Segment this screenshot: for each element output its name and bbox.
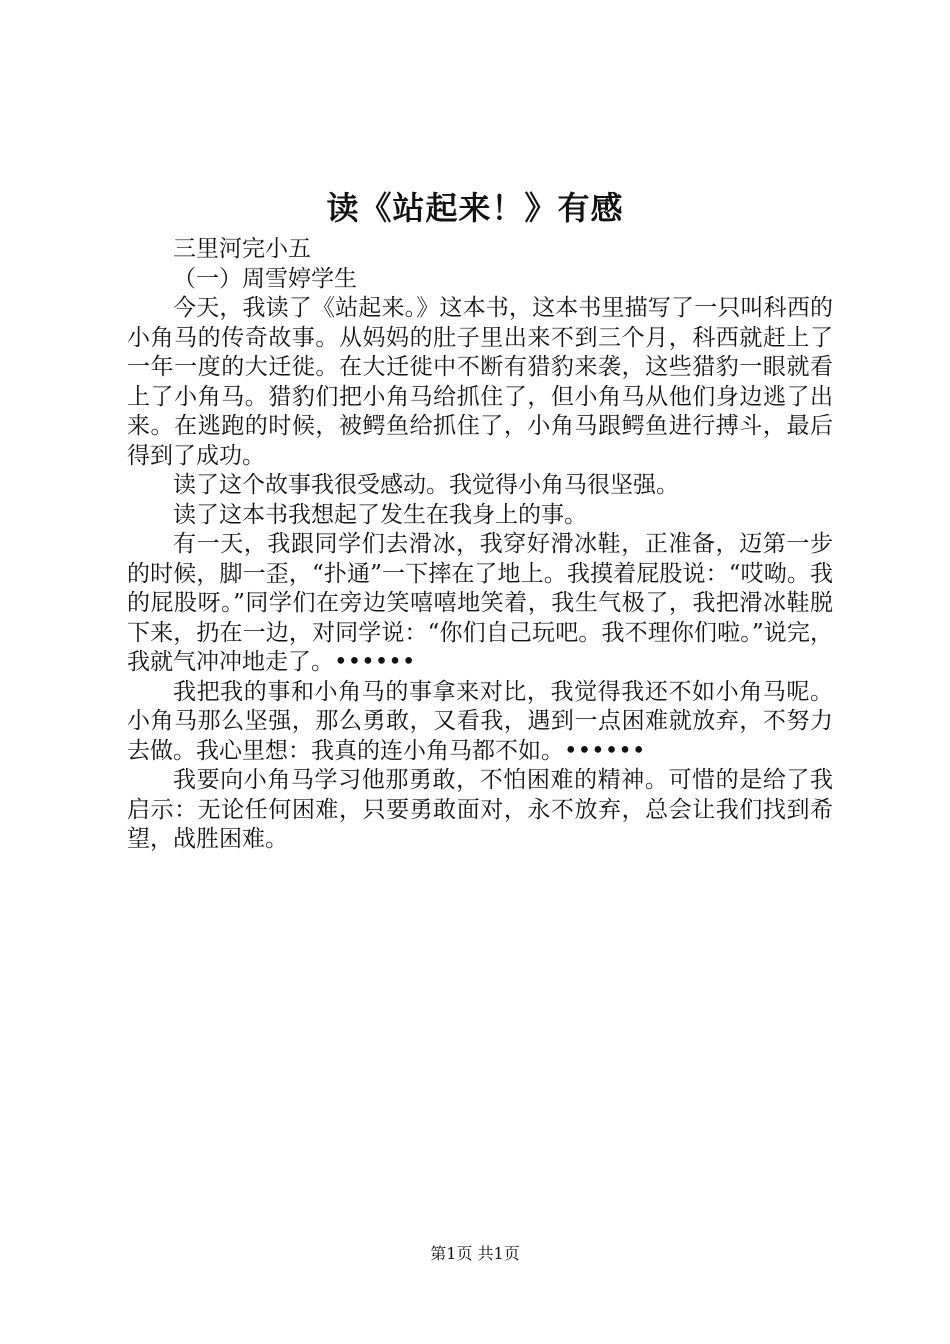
paragraph: 我要向小角马学习他那勇敢，不怕困难的精神。可惜的是给了我启示：无论任何困难，只要勇敢面对，永不放弃，总会让我们找到希望，战胜困难。 — [127, 767, 833, 852]
page-footer: 第1页 共1页 — [430, 1244, 520, 1263]
paragraph: 我把我的事和小角马的事拿来对比，我觉得我还不如小角马呢。小角马那么坚强，那么勇敢，又看我，遇到一点困难就放弃，不努力去做。我心里想：我真的连小角马都不如。•••••• — [127, 678, 833, 764]
author-line: （一）周雪婷学生 — [173, 265, 357, 292]
document-body — [127, 235, 833, 855]
paragraph: 今天，我读了《站起来。》这本书，这本书里描写了一只叫科西的小角马的传奇故事。从妈妈的肚子里出来不到三个月，科西就赶上了一年一度的大迁徙。在大迁徙中不断有猎豹来袭，这些猎豹一眼就看上了小角马。猎豹们把小角马给抓住了，但小角马从他们身边逃了出来。在逃跑的时候，被鳄鱼给抓住了，小角马跟鳄鱼进行搏斗，最后得到了成功。 — [127, 295, 833, 469]
paragraph: 读了这个故事我很受感动。我觉得小角马很坚强。 — [173, 472, 679, 498]
document-title: 读《站起来！》有感 — [326, 189, 624, 227]
school-line: 三里河完小五 — [173, 236, 311, 262]
paragraph: 读了这本书我想起了发生在我身上的事。 — [173, 501, 587, 528]
paragraph: 有一天，我跟同学们去滑冰，我穿好滑冰鞋，正准备，迈第一步的时候，脚一歪，“扑通”一下摔在了地上。我摸着屁股说：“哎呦。我的屁股呀。”同学们在旁边笑嘻嘻地笑着，我生气极了，我把滑冰鞋脱下来，扔在一边，对同学说：“你们自己玩吧。我不理你们啦。”说完，我就气冲冲地走了。•••••• — [127, 531, 833, 675]
